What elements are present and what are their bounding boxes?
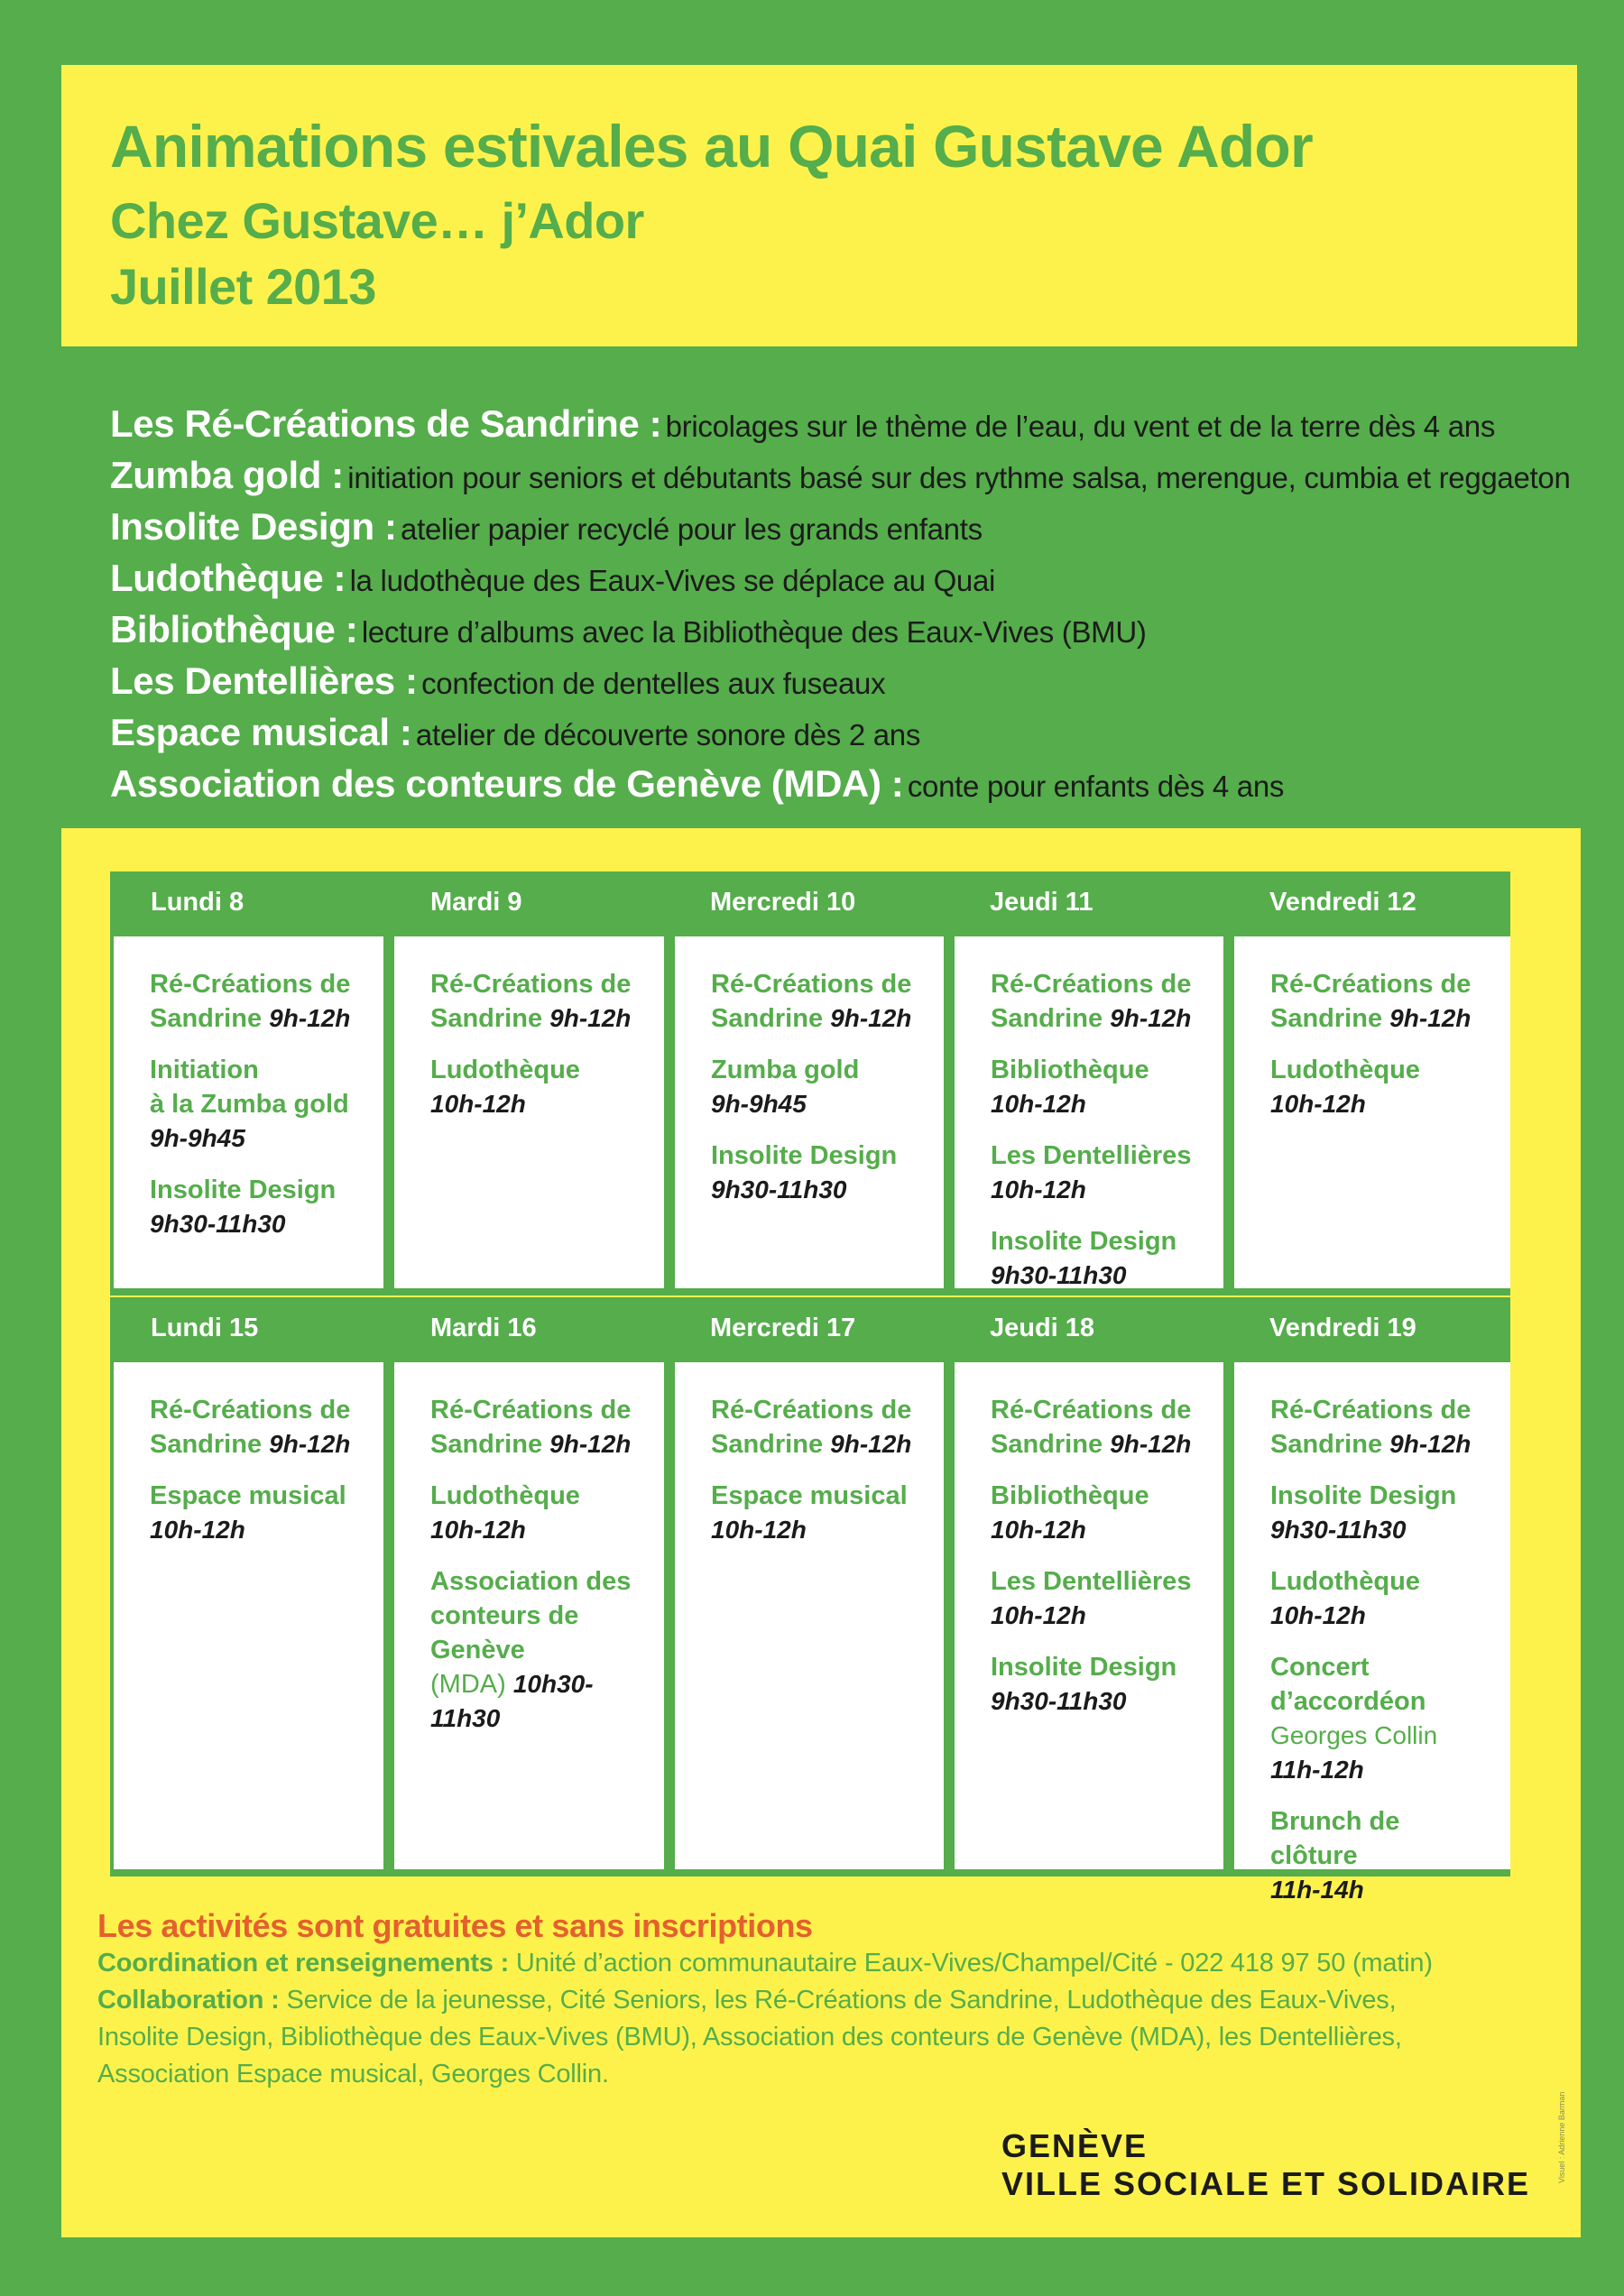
schedule-event — [991, 1393, 1205, 1462]
schedule-event — [430, 1479, 646, 1547]
visual-credit: Visuel : Adrienne Barman — [1557, 2091, 1566, 2183]
day-cell — [675, 1362, 944, 1869]
event-name: Les Dentellières — [991, 1141, 1192, 1170]
event-name: Ré-Créations de — [430, 1396, 632, 1425]
event-time: 11h-12h — [1270, 1756, 1364, 1784]
event-name: Espace musical — [150, 1481, 346, 1510]
event-name: Association des — [430, 1567, 632, 1596]
event-name-line — [991, 1393, 1205, 1427]
day-cell — [394, 1362, 664, 1869]
day-header: Lundi 15 — [151, 1314, 259, 1342]
event-name: Sandrine — [150, 1004, 263, 1033]
event-time: 9h30-11h30 — [1270, 1516, 1407, 1544]
day-cell — [675, 936, 944, 1288]
schedule-event — [711, 1139, 926, 1207]
event-time: 9h-12h — [549, 1004, 632, 1032]
event-name-line — [991, 1479, 1205, 1513]
schedule-event — [150, 1393, 365, 1462]
event-name: Zumba gold — [711, 1056, 860, 1084]
schedule-event — [711, 1393, 926, 1462]
event-name-line — [1270, 1427, 1492, 1462]
event-name: Ré-Créations de — [1270, 1396, 1472, 1425]
event-name: Concert — [1270, 1653, 1370, 1682]
event-name-line — [1270, 967, 1492, 1001]
event-name-line — [711, 1479, 926, 1513]
event-name: Sandrine — [430, 1430, 543, 1459]
schedule-event — [991, 1479, 1205, 1547]
event-name: Ludothèque — [430, 1481, 580, 1510]
activity-name: Bibliothèque : — [110, 608, 358, 650]
event-name-line — [150, 1087, 365, 1121]
event-name-line — [991, 1564, 1205, 1599]
schedule-event — [1270, 1053, 1492, 1121]
event-name: Ré-Créations de — [991, 1396, 1192, 1425]
schedule-event — [991, 1053, 1205, 1121]
schedule-event — [150, 1479, 365, 1547]
activity-item — [110, 454, 1590, 505]
schedule-event — [150, 1053, 365, 1156]
schedule-event — [150, 967, 365, 1036]
schedule-event — [991, 1139, 1205, 1207]
event-name-line — [150, 1173, 365, 1207]
event-time: 10h-12h — [991, 1601, 1086, 1629]
event-name: Insolite Design — [711, 1141, 898, 1170]
activity-name: Espace musical : — [110, 711, 412, 753]
event-name-line — [430, 967, 646, 1001]
event-name-line — [991, 1139, 1205, 1173]
schedule-event — [991, 967, 1205, 1036]
event-name-line — [711, 967, 926, 1001]
event-time: 10h-12h — [991, 1176, 1086, 1203]
activity-name: Insolite Design : — [110, 505, 397, 548]
event-time: 9h-12h — [1110, 1430, 1192, 1458]
day-header: Mercredi 17 — [710, 1314, 856, 1342]
logo-line-2: VILLE SOCIALE ET SOLIDAIRE — [1001, 2165, 1531, 2202]
event-name-line — [150, 1393, 365, 1427]
activity-description: la ludothèque des Eaux-Vives se déplace au Quai — [349, 564, 996, 597]
event-name-line — [1270, 1804, 1492, 1873]
event-name-line — [150, 1427, 365, 1462]
event-name-line — [991, 1001, 1205, 1036]
day-header: Vendredi 12 — [1269, 888, 1416, 917]
event-name: Initiation — [150, 1056, 259, 1084]
event-name-line — [430, 1427, 646, 1462]
schedule-event — [1270, 1393, 1492, 1462]
event-name: Bibliothèque — [991, 1481, 1149, 1510]
activity-item — [110, 762, 1590, 814]
activity-description: atelier papier recyclé pour les grands enfants — [401, 512, 983, 546]
event-name: Sandrine — [1270, 1004, 1383, 1033]
event-time: 9h30-11h30 — [991, 1687, 1127, 1715]
event-time: 10h-12h — [1270, 1601, 1366, 1629]
event-name-line — [430, 1667, 646, 1736]
day-cell — [1234, 936, 1510, 1288]
activity-description: bricolages sur le thème de l’eau, du vent et de la terre dès 4 ans — [665, 410, 1496, 443]
event-name: Bibliothèque — [991, 1056, 1149, 1084]
event-time: 9h-12h — [269, 1430, 351, 1458]
day-cell — [955, 1362, 1223, 1869]
activity-name: Association des conteurs de Genève (MDA) : — [110, 762, 904, 805]
event-time: 11h-14h — [1270, 1876, 1364, 1904]
activity-item — [110, 711, 1590, 762]
event-name-line — [150, 1001, 365, 1036]
event-time: 9h-12h — [549, 1430, 632, 1458]
activity-list — [110, 402, 1590, 814]
activity-item — [110, 505, 1590, 557]
week1-schedule — [110, 933, 1510, 1296]
schedule-event — [150, 1173, 365, 1241]
poster-subtitle: Chez Gustave… j’Ador — [110, 192, 644, 249]
event-name-line — [1270, 1479, 1492, 1513]
event-time: 9h-12h — [1389, 1004, 1472, 1032]
event-name: d’accordéon — [1270, 1687, 1426, 1716]
day-cell — [1234, 1362, 1510, 1904]
schedule-event — [430, 967, 646, 1036]
day-header: Jeudi 11 — [990, 888, 1093, 917]
event-name: Ré-Créations de — [150, 970, 351, 999]
event-name: à la Zumba gold — [150, 1090, 349, 1119]
event-time: 9h-12h — [830, 1430, 912, 1458]
week2-schedule — [110, 1359, 1510, 1904]
event-name-line — [1270, 1650, 1492, 1684]
event-name-line — [991, 1427, 1205, 1462]
event-name-line — [430, 1599, 646, 1667]
activity-description: conte pour enfants dès 4 ans — [907, 770, 1285, 803]
schedule-event — [1270, 967, 1492, 1036]
schedule-event — [991, 1650, 1205, 1719]
day-cell — [955, 936, 1223, 1288]
collaboration-info — [97, 1982, 1451, 2093]
activity-name: Ludothèque : — [110, 557, 346, 599]
event-name-line — [711, 1053, 926, 1087]
event-name-line — [1270, 1053, 1492, 1087]
activity-name: Zumba gold : — [110, 454, 344, 496]
logo-line-1: GENÈVE — [1001, 2127, 1149, 2164]
activity-name: Les Dentellières : — [110, 659, 418, 702]
event-time: 10h-12h — [430, 1090, 526, 1118]
event-name: Sandrine — [1270, 1430, 1383, 1459]
event-name-line — [711, 1393, 926, 1427]
activity-description: lecture d’albums avec la Bibliothèque des Eaux-Vives (BMU) — [361, 615, 1147, 649]
event-time: 9h30-11h30 — [150, 1210, 286, 1238]
event-name: Sandrine — [150, 1430, 263, 1459]
event-name: Ré-Créations de — [711, 1396, 912, 1425]
city-logo — [1001, 2127, 1530, 2203]
event-time: 10h-12h — [711, 1516, 807, 1544]
event-time: 9h-9h45 — [150, 1124, 245, 1152]
event-name-line — [991, 1224, 1205, 1259]
event-name: Ré-Créations de — [991, 970, 1192, 999]
event-name-line — [991, 1650, 1205, 1684]
week2-day-header — [110, 1297, 1510, 1359]
event-time: 10h-12h — [991, 1090, 1086, 1118]
event-name: Sandrine — [991, 1430, 1103, 1459]
schedule-event — [991, 1564, 1205, 1633]
event-time: 9h30-11h30 — [991, 1261, 1127, 1289]
event-name: Insolite Design — [991, 1227, 1177, 1256]
event-name: Ré-Créations de — [150, 1396, 351, 1425]
schedule-event — [1270, 1650, 1492, 1787]
event-performer: Georges Collin — [1270, 1721, 1438, 1749]
schedule-event — [991, 1224, 1205, 1293]
event-name: conteurs de Genève — [430, 1601, 579, 1664]
day-cell — [114, 936, 383, 1288]
schedule-event — [430, 1393, 646, 1462]
day-header: Vendredi 19 — [1269, 1314, 1416, 1342]
event-name: (MDA) — [430, 1670, 506, 1699]
schedule-event — [1270, 1564, 1492, 1633]
activity-item — [110, 659, 1590, 711]
event-name-line — [430, 1053, 646, 1087]
event-name-line — [430, 1393, 646, 1427]
event-name: Ludothèque — [430, 1056, 580, 1084]
collaboration-text: Service de la jeunesse, Cité Seniors, les Ré-Créations de Sandrine, Ludothèque des Eaux-Vives, Insolite Design, Bibliothèque des Eaux-Vives (BMU), Association des conteurs de Genève (MDA), les Dentellières, Association Espace musical, Georges Collin. — [97, 1986, 1402, 2089]
day-header: Mardi 16 — [430, 1314, 537, 1342]
event-name: Insolite Design — [150, 1176, 337, 1204]
day-cell — [114, 1362, 383, 1869]
event-name-line — [991, 967, 1205, 1001]
coordination-label: Coordination et renseignements : — [97, 1949, 510, 1978]
event-name-line — [1270, 1001, 1492, 1036]
event-name-line — [711, 1139, 926, 1173]
event-name-line — [711, 1001, 926, 1036]
day-cell — [394, 936, 664, 1288]
activity-description: atelier de découverte sonore dès 2 ans — [415, 718, 921, 752]
schedule-event — [430, 1053, 646, 1121]
activity-item — [110, 557, 1590, 608]
event-name: Ré-Créations de — [1270, 970, 1472, 999]
event-name: Insolite Design — [1270, 1481, 1457, 1510]
event-name-line — [1270, 1393, 1492, 1427]
event-time: 10h30-11h30 — [430, 1670, 594, 1732]
event-name: Ré-Créations de — [711, 970, 912, 999]
event-name-line — [150, 967, 365, 1001]
schedule-event — [1270, 1804, 1492, 1907]
event-name-line — [1270, 1564, 1492, 1599]
activity-description: confection de dentelles aux fuseaux — [421, 667, 886, 700]
coordination-info — [97, 1945, 1451, 1982]
activity-name: Les Ré-Créations de Sandrine : — [110, 402, 662, 445]
event-name: Brunch de clôture — [1270, 1807, 1400, 1870]
collaboration-label: Collaboration : — [97, 1986, 280, 2015]
event-time: 10h-12h — [1270, 1090, 1366, 1118]
activity-item — [110, 608, 1590, 659]
event-time: 10h-12h — [991, 1516, 1086, 1544]
event-name: Ludothèque — [1270, 1056, 1420, 1084]
event-name-line — [711, 1427, 926, 1462]
event-name: Sandrine — [711, 1004, 824, 1033]
day-header: Mercredi 10 — [710, 888, 856, 917]
event-time: 9h-12h — [1389, 1430, 1472, 1458]
schedule-event — [711, 1479, 926, 1547]
event-name: Sandrine — [991, 1004, 1103, 1033]
event-time: 9h30-11h30 — [711, 1176, 847, 1203]
event-name: Insolite Design — [991, 1653, 1177, 1682]
schedule-event — [711, 1053, 926, 1121]
event-name-line — [150, 1053, 365, 1087]
schedule-event — [711, 967, 926, 1036]
event-name: Ludothèque — [1270, 1567, 1420, 1596]
activity-item — [110, 402, 1590, 454]
event-time: 9h-12h — [269, 1004, 351, 1032]
poster-month: Juillet 2013 — [110, 258, 376, 315]
day-header: Mardi 9 — [430, 888, 522, 917]
event-time: 9h-9h45 — [711, 1090, 807, 1118]
event-name: Sandrine — [711, 1430, 824, 1459]
event-name-line — [430, 1479, 646, 1513]
event-name-line — [1270, 1684, 1492, 1719]
event-name: Sandrine — [430, 1004, 543, 1033]
day-header: Lundi 8 — [151, 888, 245, 917]
event-name: Les Dentellières — [991, 1567, 1192, 1596]
event-name: Espace musical — [711, 1481, 908, 1510]
event-time: 9h-12h — [830, 1004, 912, 1032]
activity-description: initiation pour seniors et débutants basé sur des rythme salsa, merengue, cumbia et reggaeton — [347, 461, 1571, 494]
event-name-line — [150, 1479, 365, 1513]
event-name-line — [430, 1001, 646, 1036]
event-time: 10h-12h — [150, 1516, 245, 1544]
poster-title: Animations estivales au Quai Gustave Ador — [110, 113, 1313, 180]
week1-day-header — [110, 871, 1510, 933]
schedule-event — [430, 1564, 646, 1736]
event-time: 9h-12h — [1110, 1004, 1192, 1032]
event-name-line — [430, 1564, 646, 1599]
event-time: 10h-12h — [430, 1516, 526, 1544]
event-name: Ré-Créations de — [430, 970, 632, 999]
coordination-text: Unité d’action communautaire Eaux-Vives/Champel/Cité - 022 418 97 50 (matin) — [515, 1949, 1433, 1978]
day-header: Jeudi 18 — [990, 1314, 1095, 1342]
event-name-line — [991, 1053, 1205, 1087]
schedule-event — [1270, 1479, 1492, 1547]
free-activities-note: Les activités sont gratuites et sans inscriptions — [97, 1907, 813, 1944]
